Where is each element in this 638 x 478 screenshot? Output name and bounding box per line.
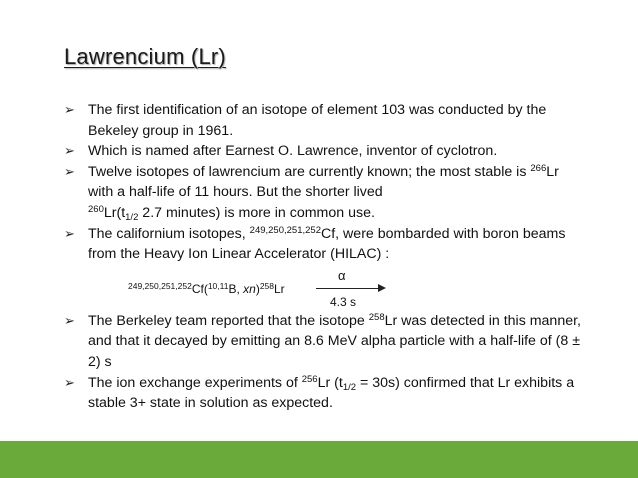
arrow-head-icon [378,284,386,292]
arrow-bullet-icon: ➢ [64,312,75,328]
bullet-text: Twelve isotopes of lawrencium are currently known; the most stable is $^{266}$Lr with a half-life of 11 hours. But the shorter lived $^{260}Lr(t_{1/2}$ 2.7 minutes) is more in common use. [88,162,559,223]
bullet-list [64,100,584,414]
bullet-item [64,373,584,414]
arrow-bullet-icon: ➢ [64,163,75,179]
decay-arrow [316,265,388,311]
bullet-item [64,100,584,141]
arrow-bullet-icon: ➢ [64,143,75,159]
bullet-text: The Berkeley team reported that the isotope $^{258}$Lr was detected in this manner, and that it decayed by emitting an 8.6 MeV alpha particle with a half-life of (8 ± 2) s [88,311,581,370]
isotope-mass: 266 [530,162,547,174]
arrow-right-icon [316,288,380,289]
bullet-item [64,224,584,265]
alpha-symbol: α [338,267,346,283]
reaction-formula: $^{249,250,251,252}$Cf($^{10,11}$B, xn)$^{258}$Lr [128,280,285,296]
half-life-subscript: 1/2 [125,211,139,223]
bullet-item [64,162,584,224]
arrow-bullet-icon: ➢ [64,225,75,241]
bullet-text: The ion exchange experiments of $^{256}$Lr $(t_{1/2} = 30s)$ confirmed that Lr exhibits a stable 3+ state in solution as expected. [88,373,575,412]
isotope-mass: 256 [301,373,318,385]
arrow-bullet-icon: ➢ [64,374,75,390]
bullet-text: The californium isotopes, $^{249,250,251,252}$Cf, were bombarded with boron beams from the Heavy Ion Linear Accelerator (HILAC) : [88,224,566,263]
isotope-mass: 249,250,251,252 [249,224,321,236]
footer-bar [0,441,638,478]
nuclear-reaction-equation [104,265,584,311]
bullet-text: Which is named after Earnest O. Lawrence, inventor of cyclotron. [88,143,498,160]
arrow-bullet-icon: ➢ [64,102,75,117]
bullet-text: The first identification of an isotope of element 103 was conducted by the Bekeley group in 1961. [88,102,547,139]
half-life-subscript: 1/2 [342,381,357,393]
isotope-mass: 258 [368,311,385,323]
bullet-item [64,141,584,162]
isotope-mass: 260 [88,203,104,215]
decay-time: 4.3 s [330,294,357,309]
slide-title: Lawrencium (Lr) [64,44,226,69]
bullet-item [64,311,584,373]
